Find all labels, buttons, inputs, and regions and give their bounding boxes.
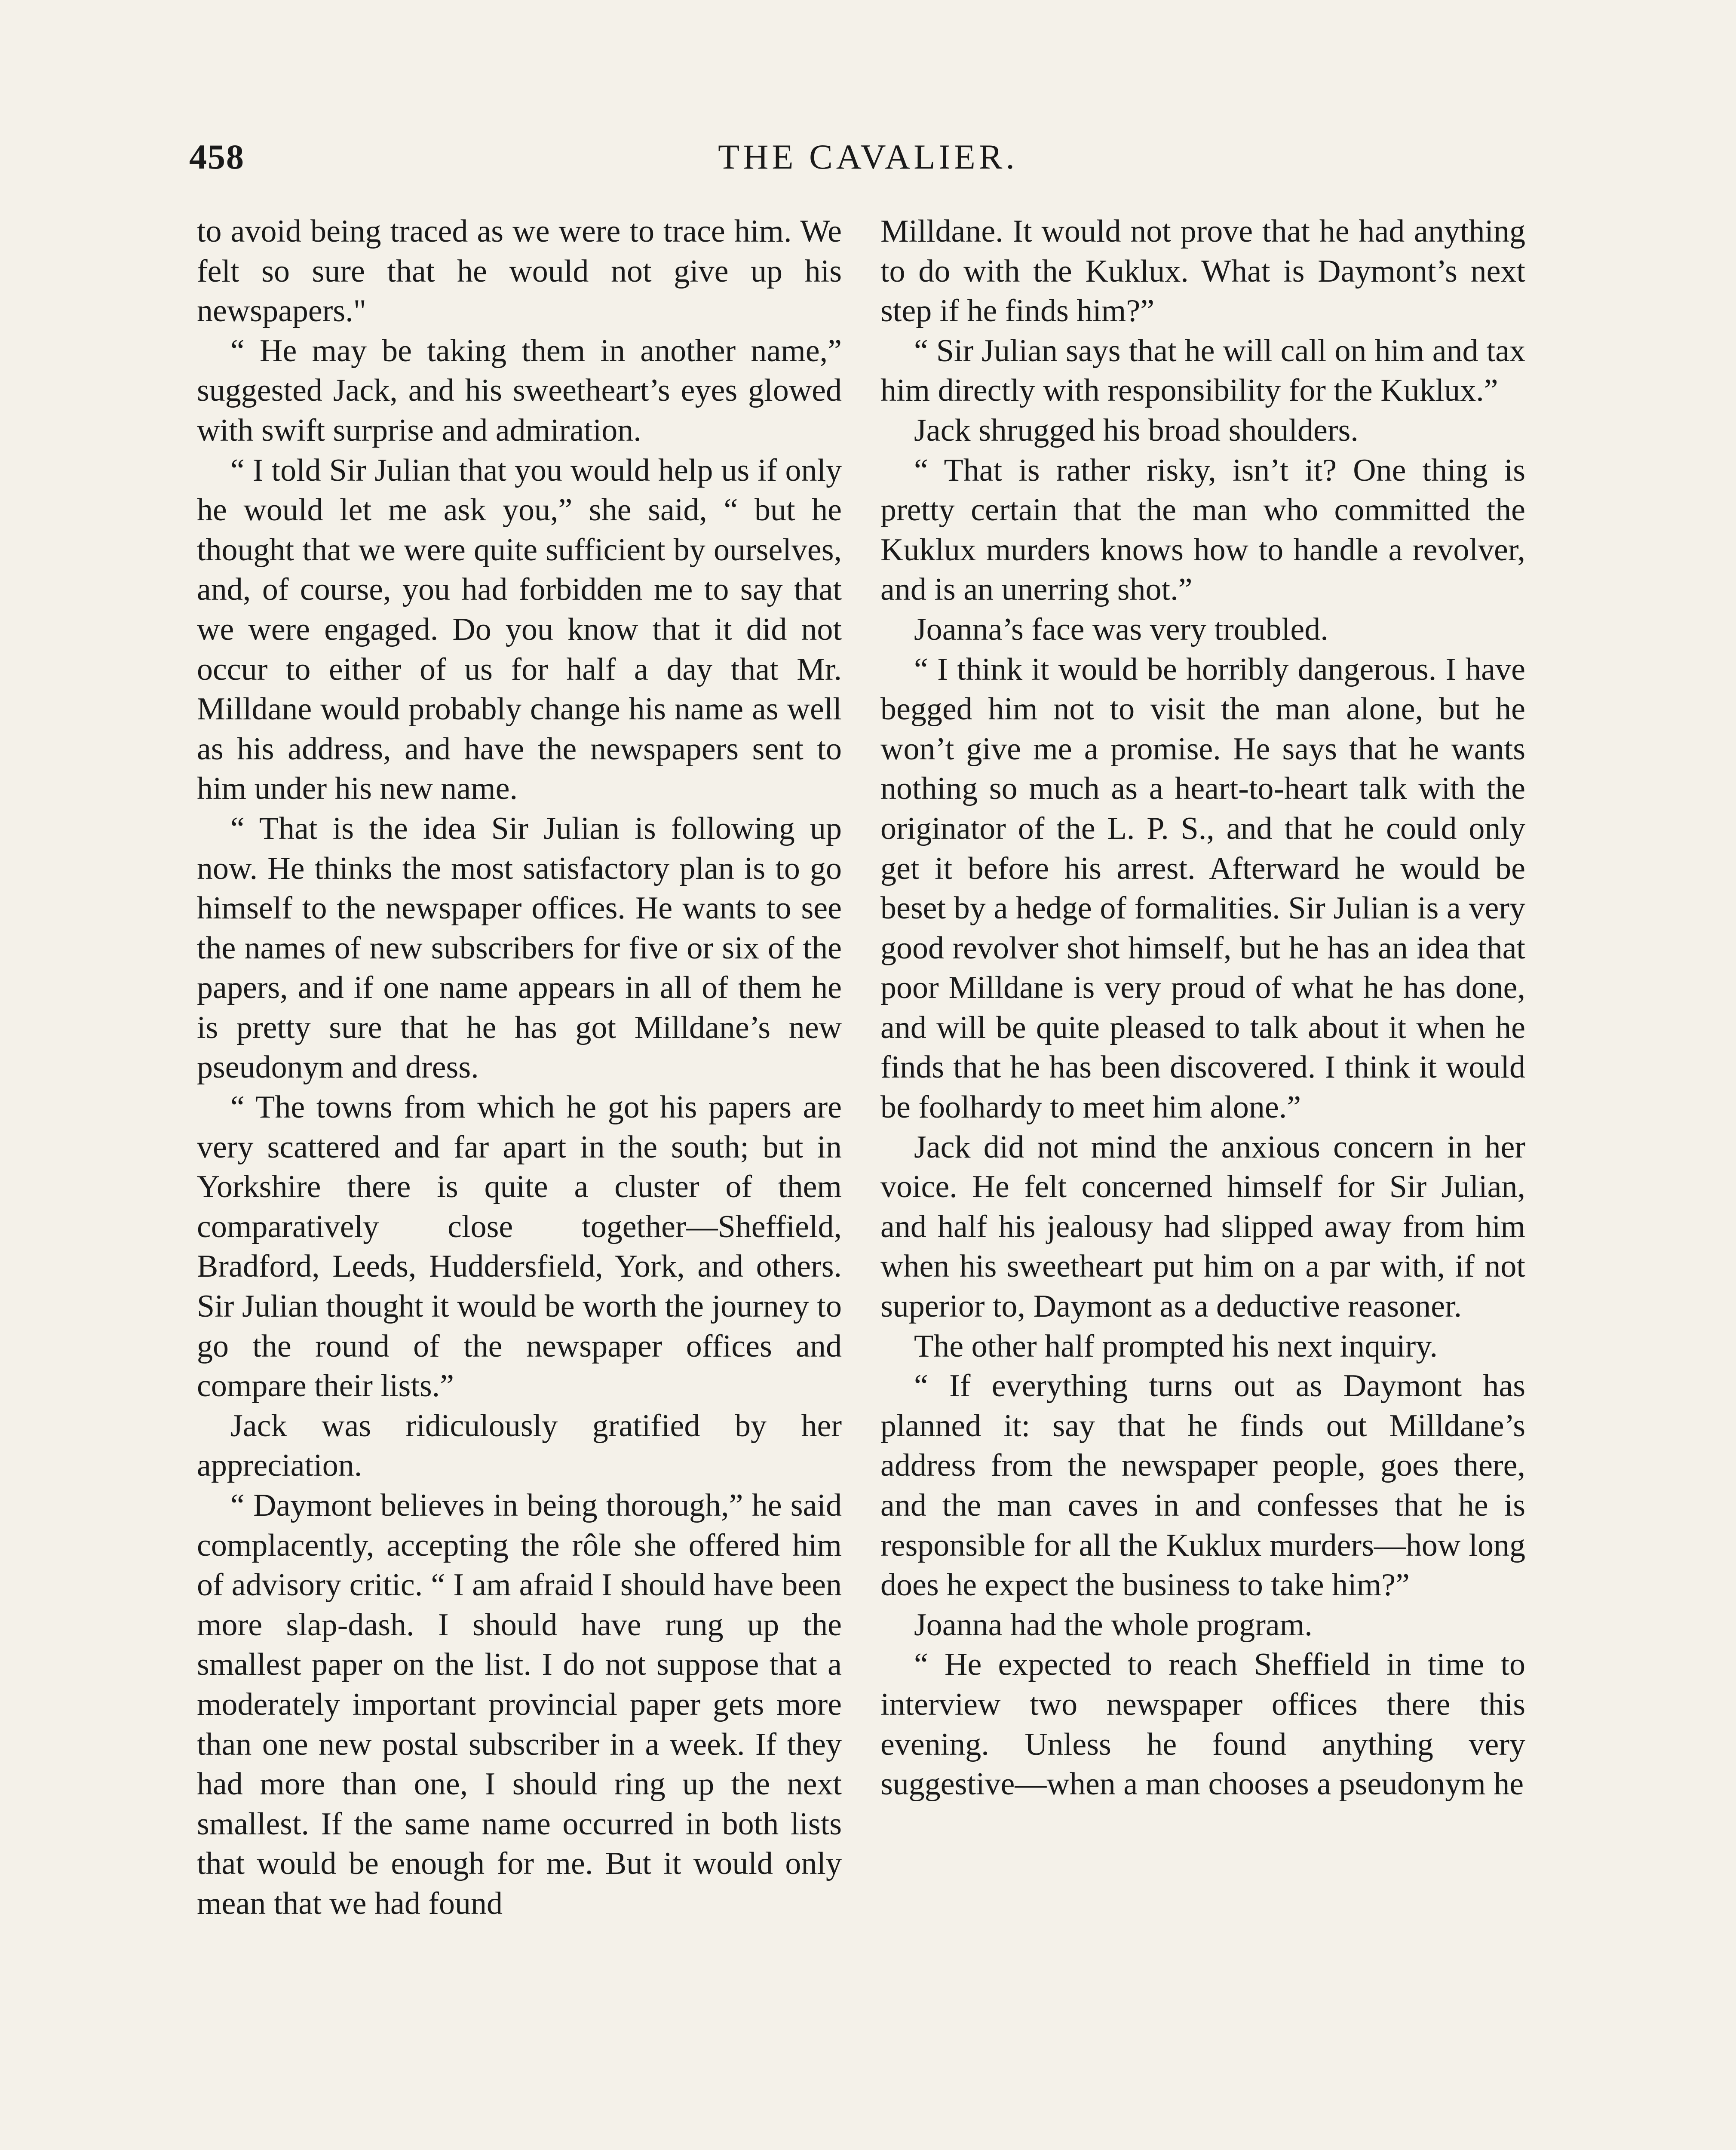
paragraph: Jack did not mind the anxious concern in her voice. He felt concerned himself for Sir Julian, and half his jealousy had slipped away from him when his sweetheart put him on a par with, if not superior to, Daymont as a deductive reasoner. [880, 1129, 1525, 1324]
paragraph: “ He expected to reach Sheffield in time to interview two newspaper offices there this evening. Unless he found anything very suggestive—when a man chooses a pseudonym he [880, 1647, 1525, 1802]
paragraph: “ If everything turns out as Daymont has planned it: say that he finds out Milldane’s address from the newspaper people, goes there, and the man caves in and confesses that he is responsible for all the Kuklux murders—how long does he expect the business to take him?” [880, 1368, 1525, 1603]
paragraph: “ I think it would be horribly dangerous. I have begged him not to visit the man alone, but he won’t give me a promise. He says that he wants nothing so much as a heart-to-heart talk with the originator of the L. P. S., and that he could only get it before his arrest. Afterward he would be beset by a hedge of formalities. Sir Julian is a very good revolver shot himself, but he has an idea that poor Milldane is very proud of what he has done, and will be quite pleased to talk about it when he finds that he has been discovered. I think it would be foolhardy to meet him alone.” [880, 651, 1525, 1125]
paragraph: Jack shrugged his broad shoulders. [914, 412, 1359, 448]
paragraph: The other half prompted his next inquiry. [914, 1328, 1438, 1364]
paragraph: Joanna’s face was very troubled. [914, 611, 1328, 647]
paragraph: Milldane. It would not prove that he had anything to do with the Kuklux. What is Daymont’s next step if he finds him?” [880, 214, 1525, 329]
running-head: THE CAVALIER. [718, 137, 1018, 176]
paragraph: “ Daymont believes in being thorough,” he said complacently, accepting the rôle she offered him of advisory critic. “ I am afraid I should have been more slap-dash. I should have rung up the smallest paper on the list. I do not suppose that a moderately important provincial paper gets more than one new postal subscriber in a week. If they had more than one, I should ring up the next smallest. If the same name occurred in both lists that would be enough for me. But it would only mean that we had found [197, 1488, 842, 1921]
paragraph: “ That is rather risky, isn’t it? One thing is pretty certain that the man who committed the Kuklux murders knows how to handle a revolver, and is an unerring shot.” [880, 452, 1525, 608]
left-column [197, 212, 842, 1924]
paragraph: to avoid being traced as we were to trace him. We felt so sure that he would not give up his newspapers." [197, 214, 842, 329]
paragraph: “ Sir Julian says that he will call on him and tax him directly with responsibility for the Kuklux.” [880, 333, 1525, 408]
paragraph: “ That is the idea Sir Julian is following up now. He thinks the most satisfactory plan is to go himself to the newspaper offices. He wants to see the names of new subscribers for five or six of the papers, and if one name appears in all of them he is pretty sure that he has got Milldane’s new pseudonym and dress. [197, 811, 842, 1085]
paragraph: “ I told Sir Julian that you would help us if only he would let me ask you,” she said, “ but he thought that we were quite sufficient by ourselves, and, of course, you had forbidden me to say that we were engaged. Do you know that it did not occur to either of us for half a day that Mr. Milldane would probably change his name as well as his address, and have the newspapers sent to him under his new name. [197, 452, 842, 807]
paragraph: Jack was ridiculously gratified by her appreciation. [197, 1408, 842, 1484]
paragraph: “ The towns from which he got his papers are very scattered and far apart in the south; but in Yorkshire there is quite a cluster of them comparatively close together—Sheffield, Bradford, Leeds, Huddersfield, York, and others. Sir Julian thought it would be worth the journey to go the round of the newspaper offices and compare their lists.” [197, 1090, 842, 1404]
page-number: 458 [189, 137, 245, 176]
paragraph: Joanna had the whole program. [914, 1607, 1313, 1643]
right-column [880, 212, 1525, 1804]
paragraph: “ He may be taking them in another name,” suggested Jack, and his sweetheart’s eyes glowed with swift surprise and admiration. [197, 333, 842, 448]
